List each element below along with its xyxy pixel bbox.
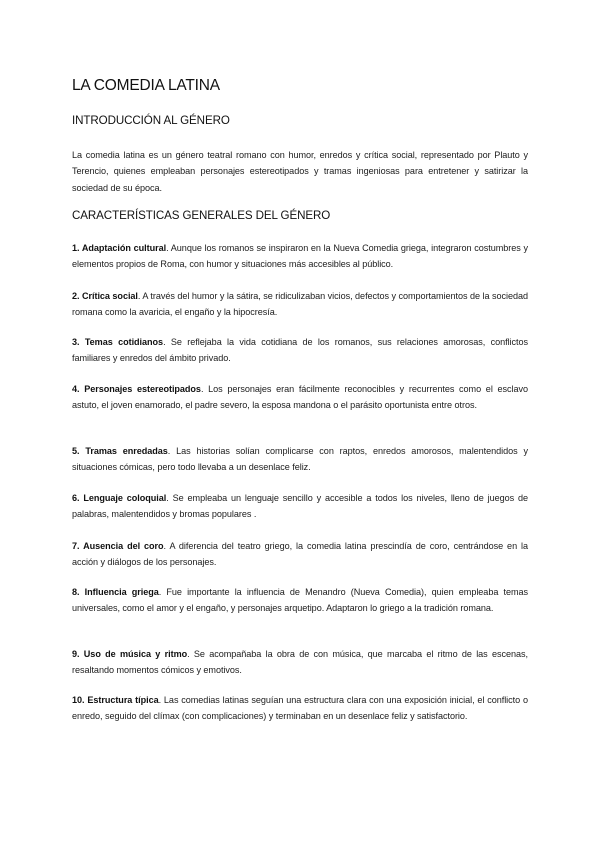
characteristic-text: . Fue importante la influencia de Menandro (Nueva Comedia), quien empleaba temas universales, como el amor y el engaño, y personajes arquetipo. Adaptaron lo griego a la tradición romana. [72,587,529,614]
characteristic-item [72,334,528,367]
characteristic-text: . Se acompañaba la obra de con música, que marcaba el ritmo de las escenas, resaltando momentos cómicos y emotivos. [72,649,528,676]
characteristic-label: 10. Estructura típica [72,695,159,705]
characteristic-item [72,288,528,321]
characteristics-heading: CARACTERÍSTICAS GENERALES DEL GÉNERO [72,209,331,222]
characteristic-label: 3. Temas cotidianos [72,337,164,347]
document-title: LA COMEDIA LATINA [72,77,220,94]
characteristic-label: 9. Uso de música y ritmo [72,649,188,659]
characteristic-item [72,443,528,476]
characteristic-item [72,240,528,273]
characteristic-label: 7. Ausencia del coro [72,541,164,551]
characteristic-text: . Aunque los romanos se inspiraron en la Nueva Comedia griega, integraron costumbres y elementos propios de Roma, con humor y situaciones más accesibles al público. [72,243,529,270]
characteristic-text: . A través del humor y la sátira, se ridiculizaban vicios, defectos y comportamientos de la sociedad romana como la avaricia, el engaño y la hipocresía. [72,291,529,318]
characteristic-text: . Se empleaba un lenguaje sencillo y accesible a todos los niveles, lleno de juegos de palabras, malentendidos y bromas populares . [72,493,529,520]
characteristic-label: 2. Crítica social [72,291,138,301]
characteristic-label: 1. Adaptación cultural [72,243,167,253]
characteristic-label: 8. Influencia griega [72,587,159,597]
characteristic-text: . Se reflejaba la vida cotidiana de los romanos, sus relaciones amorosas, conflictos familiares y enredos del ámbito privado. [72,337,528,364]
characteristic-item [72,646,528,679]
characteristic-text: . Las comedias latinas seguían una estructura clara con una exposición inicial, el conflicto o enredo, seguido del clímax (con complicaciones) y terminaban en un desenlace feliz y satisfactorio. [72,695,528,722]
intro-heading: INTRODUCCIÓN AL GÉNERO [72,114,230,127]
characteristic-item [72,538,528,571]
characteristic-label: 5. Tramas enredadas [72,446,168,456]
characteristic-text: . Los personajes eran fácilmente reconocibles y recurrentes como el esclavo astuto, el joven enamorado, el padre severo, la esposa mandona o el parásito oportunista entre otros. [72,384,528,411]
characteristic-item [72,584,528,617]
characteristic-text: . Las historias solían complicarse con raptos, enredos amorosos, malentendidos y situaciones cómicas, pero todo llevaba a un desenlace feliz. [72,446,528,473]
characteristic-item [72,381,528,414]
characteristic-text: . A diferencia del teatro griego, la comedia latina prescindía de coro, centrándose en la acción y diálogos de los personajes. [72,541,529,568]
intro-paragraph: La comedia latina es un género teatral romano con humor, enredos y crítica social, representado por Plauto y Terencio, quienes empleaban personajes estereotipados y tramas ingeniosas para entretener y satirizar la sociedad de su época. [72,150,528,193]
characteristic-item [72,490,528,523]
characteristic-label: 6. Lenguaje coloquial [72,493,167,503]
characteristic-label: 4. Personajes estereotipados [72,384,201,394]
characteristic-item [72,692,528,725]
